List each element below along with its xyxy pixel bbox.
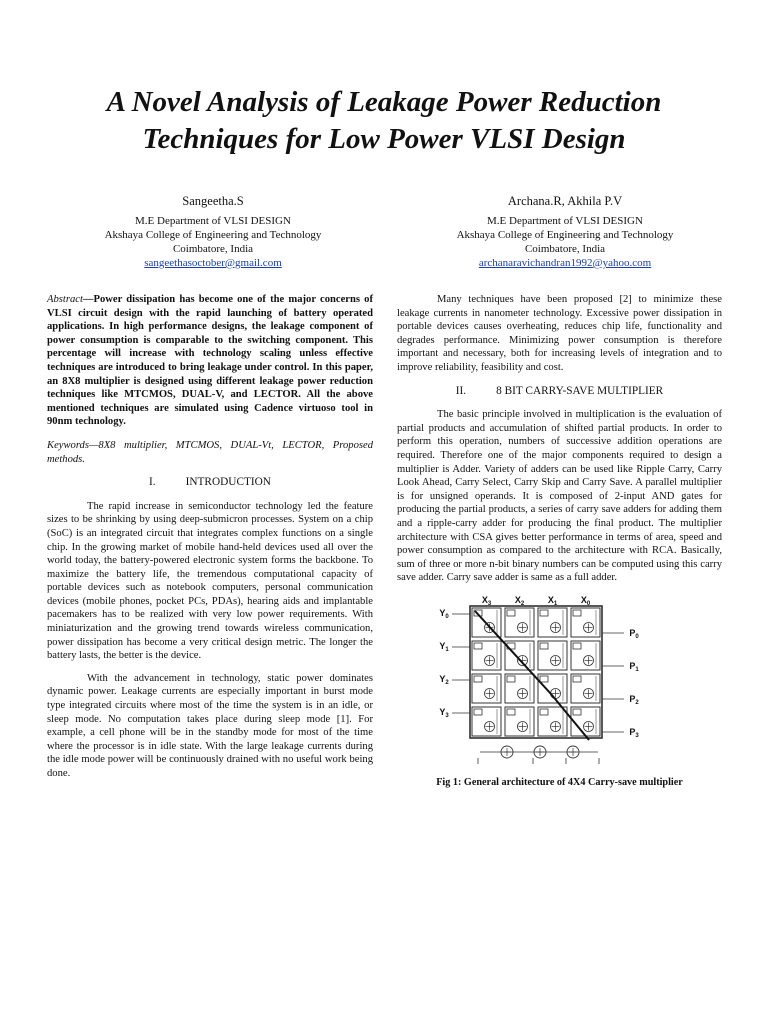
author-block-2 <box>400 194 730 270</box>
x-input-label: $X_1$ <box>547 594 557 607</box>
p-output-label: $P_1$ <box>628 660 639 673</box>
section-heading-carry-save <box>397 385 722 399</box>
csm-paragraph-1: The basic principle involved in multiplication is the evaluation of partial products and accumulation of shifted partial products. In order to perform this operation, numbers of successive addition operations are required. Therefore one of the major components required to design a multiplier is Adder. Variety of adders can be used like Ripple Carry, Carry Look Ahead, Carry Select, Carry Skip and Carry Save. A parallel multiplier is for unsigned operands. It is composed of 2-input AND gates for producing the partial products, a series of carry save adders for adding them and a ripple-carry adder for producing the final product. The multiplier architecture with CSA gives better performance in terms of area, speed and power consumption as compared to the architecture with RCA. Basically, sum of three or more n-bit binary numbers can be computed using this carry save adder. Carry save adder is same as a full adder. <box>397 409 722 584</box>
intro-paragraph-2: With the advancement in technology, static power dominates dynamic power. Leakage currents are especially important in burst mode type integrated circuits where most of the time the system is in an idle, or sleep mode. No computation takes place during sleep mode [1]. For example, a cell phone will be in the standby mode for most of the time where the processor is in idle state. With the large leakage currents during the idle mode power will be continuously drained with no useful work being done. <box>47 672 373 779</box>
figure-diagram <box>430 594 690 764</box>
figure-caption: Fig 1: General architecture of 4X4 Carry-save multiplier <box>436 776 683 788</box>
figure-carry-save-multiplier <box>430 594 690 764</box>
array-cell <box>538 608 567 637</box>
author-block-1 <box>48 194 378 270</box>
section-number: II. <box>455 384 467 397</box>
and-gate <box>507 676 515 682</box>
author-name: Archana.R, Akhila P.V <box>507 194 623 208</box>
and-gate <box>507 610 515 616</box>
author-location: Coimbatore, India <box>524 243 606 255</box>
array-cell <box>505 641 534 670</box>
p-output-label: $P_2$ <box>628 693 639 706</box>
array-cell <box>472 707 501 736</box>
paper-title: A Novel Analysis of Leakage Power Reduction Techniques for Low Power VLSI Design <box>106 86 662 155</box>
and-gate <box>540 676 548 682</box>
array-cell <box>472 641 501 670</box>
author-location: Coimbatore, India <box>172 243 254 255</box>
section-title: INTRODUCTION <box>185 476 271 489</box>
intro-paragraph-1: The rapid increase in semiconductor technology led the feature sizes to be shrinking by using deep-submicron processes. System on a chip (SoC) is an integrated circuit that integrates complex functions on a single chip. In the growing market of mobile hand-held devices used all over the world today, the battery-powered electronic system forms the backbone. To maximize the battery life, the tremendous computational capacity of portable devices such as notebook computers, personal communication devices (mobile phones, pocket PCs, PDAs), hearing aids and implantable pacemakers has to be realized with very low power requirements. With miniaturization and the growing trend towards wireless communication, power dissipation has become a very critical design metric. The longer the battery lasts, the better is the device. <box>47 500 373 662</box>
p-output-label: $P_3$ <box>628 726 639 739</box>
y-input-label: $Y_1$ <box>438 640 449 653</box>
author-dept: M.E Department of VLSI DESIGN <box>487 215 643 227</box>
array-cell <box>505 608 534 637</box>
array-cell <box>538 707 567 736</box>
abstract <box>47 293 373 429</box>
author-email-link[interactable]: sangeethasoctober@gmail.com <box>144 257 282 269</box>
author-dept: M.E Department of VLSI DESIGN <box>135 215 291 227</box>
keywords: Keywords—8X8 multiplier, MTCMOS, DUAL-Vt, LECTOR, Proposed methods. <box>47 439 373 465</box>
p-output-label: $P_0$ <box>628 627 639 640</box>
author-college: Akshaya College of Engineering and Technology <box>104 229 322 241</box>
critical-path-1 <box>475 611 551 694</box>
abstract-label: Abstract <box>47 294 83 305</box>
y-input-label: $Y_3$ <box>438 706 449 719</box>
x-input-label: $X_0$ <box>580 594 590 607</box>
and-gate <box>540 709 548 715</box>
array-cell <box>571 707 600 736</box>
and-gate <box>540 643 548 649</box>
and-gate <box>573 709 581 715</box>
critical-path-2 <box>551 694 589 740</box>
array-cell <box>538 641 567 670</box>
and-gate <box>507 709 515 715</box>
and-gate <box>540 610 548 616</box>
x-input-label: $X_2$ <box>514 594 524 607</box>
and-gate <box>573 676 581 682</box>
array-cell <box>538 674 567 703</box>
abstract-dash: — <box>82 294 94 305</box>
array-cell <box>571 674 600 703</box>
author-name: Sangeetha.S <box>182 194 244 208</box>
and-gate <box>474 709 482 715</box>
array-cell <box>472 674 501 703</box>
author-college: Akshaya College of Engineering and Technology <box>456 229 674 241</box>
array-cell <box>505 707 534 736</box>
section-number: I. <box>149 476 156 489</box>
right-paragraph-1: Many techniques have been proposed [2] to minimize these leakage currents in nanometer technology. Excessive power dissipation in portable devices causes overheating, reduces chip life, functionality and degrades performance. Minimizing power consumption is therefore important and necessary, both for increasing levels of integration and to improve reliability, feasibility and cost. <box>397 294 722 373</box>
left-column <box>47 293 373 790</box>
abstract-text: Power dissipation has become one of the major concerns of VLSI circuit design with the rapid launching of battery operated applications. In high performance designs, the leakage component of power consumption is comparable to the switching component. This percentage will increase with technology scaling unless effective techniques are introduced to bring leakage under control. In this paper, an 8X8 multiplier is designed using different leakage power reduction techniques like MTCMOS, DUAL-V, and LECTOR. All the above mentioned techniques are simulated using Cadence virtuoso tool in 90nm technology. <box>47 294 373 428</box>
x-input-label: $X_3$ <box>481 594 491 607</box>
author-email-link[interactable]: archanaravichandran1992@yahoo.com <box>478 257 652 269</box>
array-cell <box>571 641 600 670</box>
y-input-label: $Y_2$ <box>438 673 449 686</box>
array-cell <box>505 674 534 703</box>
right-column <box>397 293 722 798</box>
and-gate <box>474 643 482 649</box>
and-gate <box>573 643 581 649</box>
array-cell <box>571 608 600 637</box>
and-gate <box>573 610 581 616</box>
y-input-label: $Y_0$ <box>438 607 449 620</box>
section-title: 8 BIT CARRY-SAVE MULTIPLIER <box>496 384 664 397</box>
and-gate <box>474 676 482 682</box>
section-heading-introduction <box>47 476 373 490</box>
